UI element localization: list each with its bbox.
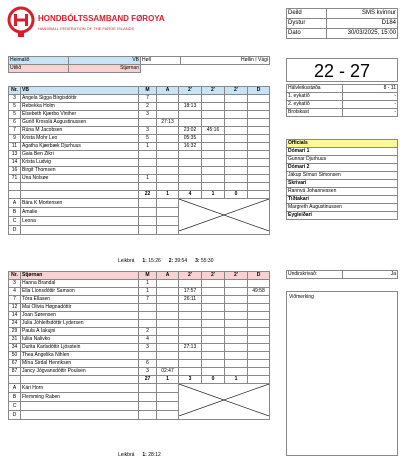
table-row: 7 Tóra Ellasen 7 26:11 xyxy=(9,296,270,304)
table-row: 3 Angela Sigga Birgisdóttir 7 xyxy=(9,95,270,103)
table-row: 31 Iuliia Nalivko 4 xyxy=(9,336,270,344)
info-row: Dato 30/03/2025, 15:00 xyxy=(287,29,398,39)
table-row: 24 Julia Jóhleifsdóttir Lydersen xyxy=(9,320,270,328)
st-player-table: Nr. Stjørnan M Á 2' 2' 2' D 3 Hanna Brandal 1 4 Ella Líonsdóttir Samson 1 17:57 49:58 7 Tóra Ellasen 7 26:11 12 Mai Olivia Høgnadóttir 14 Joan Sørensen 24 Julia Jóhleifsdóttir Lydersen 29 Paula Á Iakujni 2 31 Iuliia Nalivko 4 34 Durita Karlsdóttir Ljósstein 3 27:13 50 Thea Angelika Nihlen 67 Mína Sirdal Henriksen 6 87 Jancy Jógvansdóttir Poulsen 3 02:47 27 1 3 0 1 A Kári Horn B Flemming Raben C D xyxy=(8,271,270,420)
totals-row: 22 1 4 1 0 xyxy=(9,191,270,199)
table-row: 14 Krista Ludvig xyxy=(9,159,270,167)
federation-name: HONDBÓLTSSAMBAND FØROYA xyxy=(38,14,165,23)
away-label: Útilið xyxy=(9,65,69,73)
table-row: 4 Ella Líonsdóttir Samson 1 17:57 49:58 xyxy=(9,288,270,296)
crossed-out-box xyxy=(179,384,269,416)
table-row: 12 Mai Olivia Høgnadóttir xyxy=(9,304,270,312)
home-place: Høll xyxy=(141,57,181,65)
info-row: Deild SMS kvinnur xyxy=(287,9,398,19)
officials-title: Officials xyxy=(287,140,398,148)
vb-player-table: Nr. VB M Á 2' 2' 2' D 3 Angela Sigga Birgisdóttir 7 5 Rebekka Holm 2 18:13 5 Elsebeth Kjærbo Vinther 3 6 Gurið Krosslá Augustinussen 27:13 7 Rúna M Jacobsen 3 23:02 45:16 9 Krista Mohr Leo 5 05:35 11 Agatha Kjærbæk Djurhuus 1 16:32 13 Gaia Ben Zikri 14 Krista Ludvig 16 Birgit Thomsen 71 Una Nolsøe 1 22 1 4 1 0 A Bára K Mortensen B Amalie C Leona D xyxy=(8,86,270,235)
table-row: 29 Paula Á Iakujni 2 xyxy=(9,328,270,336)
table-row: 5 Rebekka Holm 2 18:13 xyxy=(9,103,270,111)
table-row: 9 Krista Mohr Leo 5 05:35 xyxy=(9,135,270,143)
totals-row: 27 1 3 0 1 xyxy=(9,376,270,384)
match-info-table xyxy=(286,8,398,39)
official-row: A Bára K Mortensen xyxy=(9,199,270,208)
vb-table-title: VB xyxy=(21,87,139,95)
table-row: 50 Thea Angelika Nihlen xyxy=(9,352,270,360)
st-table-title: Stjørnan xyxy=(21,272,139,280)
venue: Høllin í Vági xyxy=(181,57,270,65)
federation-subtitle: HANDBALL FEDERATION OF THE FAROE ISLANDS xyxy=(38,26,135,31)
vb-timeouts: Leikbrá 1: 15:26 2: 39:54 3: 55:30 xyxy=(118,258,214,264)
halftime-table: Hálvleiksstøða 8 - 11 1. eykatíð - 2. eykatíð - Brotskast - xyxy=(288,85,396,115)
official-row: A Kári Horn xyxy=(9,384,270,393)
table-row: 6 Gurið Krosslá Augustinussen 27:13 xyxy=(9,119,270,127)
table-row: 34 Durita Karlsdóttir Ljósstein 3 27:13 xyxy=(9,344,270,352)
halftime-score: 8 - 11 xyxy=(342,85,398,93)
hsf-emblem-icon xyxy=(6,6,36,38)
table-row: 87 Jancy Jógvansdóttir Poulsen 3 02:47 xyxy=(9,368,270,376)
table-row: 14 Joan Sørensen xyxy=(9,312,270,320)
table-row: 71 Una Nolsøe 1 xyxy=(9,175,270,183)
crossed-out-box xyxy=(179,199,269,231)
remarks-label: Viðmerking xyxy=(289,294,314,300)
table-row: 5 Elsebeth Kjærbo Vinther 3 xyxy=(9,111,270,119)
officials-panel: Officials Dómari 1 Gunnar Djurhuus Dómari 2 Jákup Símun Simonsen Skrivari Rannvá Johannessen Tíðtakari Margreth Augustinussen Eygleiðari xyxy=(286,139,398,220)
info-row: Dystur D184 xyxy=(287,19,398,29)
official-row: C Leona xyxy=(9,217,270,226)
final-score: 22 - 27 xyxy=(286,58,398,82)
table-row: 67 Mína Sirdal Henriksen 6 xyxy=(9,360,270,368)
federation-logo xyxy=(6,6,176,38)
table-row: 13 Gaia Ben Zikri xyxy=(9,151,270,159)
st-timeouts: Leikbrá 1: 28:12 xyxy=(118,452,161,458)
official-row: D xyxy=(9,226,270,235)
away-team-name: Stjørnan xyxy=(69,65,141,73)
table-row: 16 Birgit Thomsen xyxy=(9,167,270,175)
home-label: Heimalið xyxy=(9,57,69,65)
table-row xyxy=(9,183,270,191)
official-row: B Flemming Raben xyxy=(9,393,270,402)
official-row: C xyxy=(9,402,270,411)
table-row: 3 Hanna Brandal 1 xyxy=(9,280,270,288)
official-row: D xyxy=(9,411,270,420)
home-team-name: VB xyxy=(69,57,141,65)
signed-value: Ja xyxy=(342,271,398,279)
table-row: 7 Rúna M Jacobsen 3 23:02 45:16 xyxy=(9,127,270,135)
teams-table xyxy=(8,56,270,73)
remarks-box xyxy=(286,291,398,456)
official-row: B Amalie xyxy=(9,208,270,217)
table-row: 11 Agatha Kjærbæk Djurhuus 1 16:32 xyxy=(9,143,270,151)
signed-table: Undirskrivað: Ja xyxy=(288,271,396,277)
